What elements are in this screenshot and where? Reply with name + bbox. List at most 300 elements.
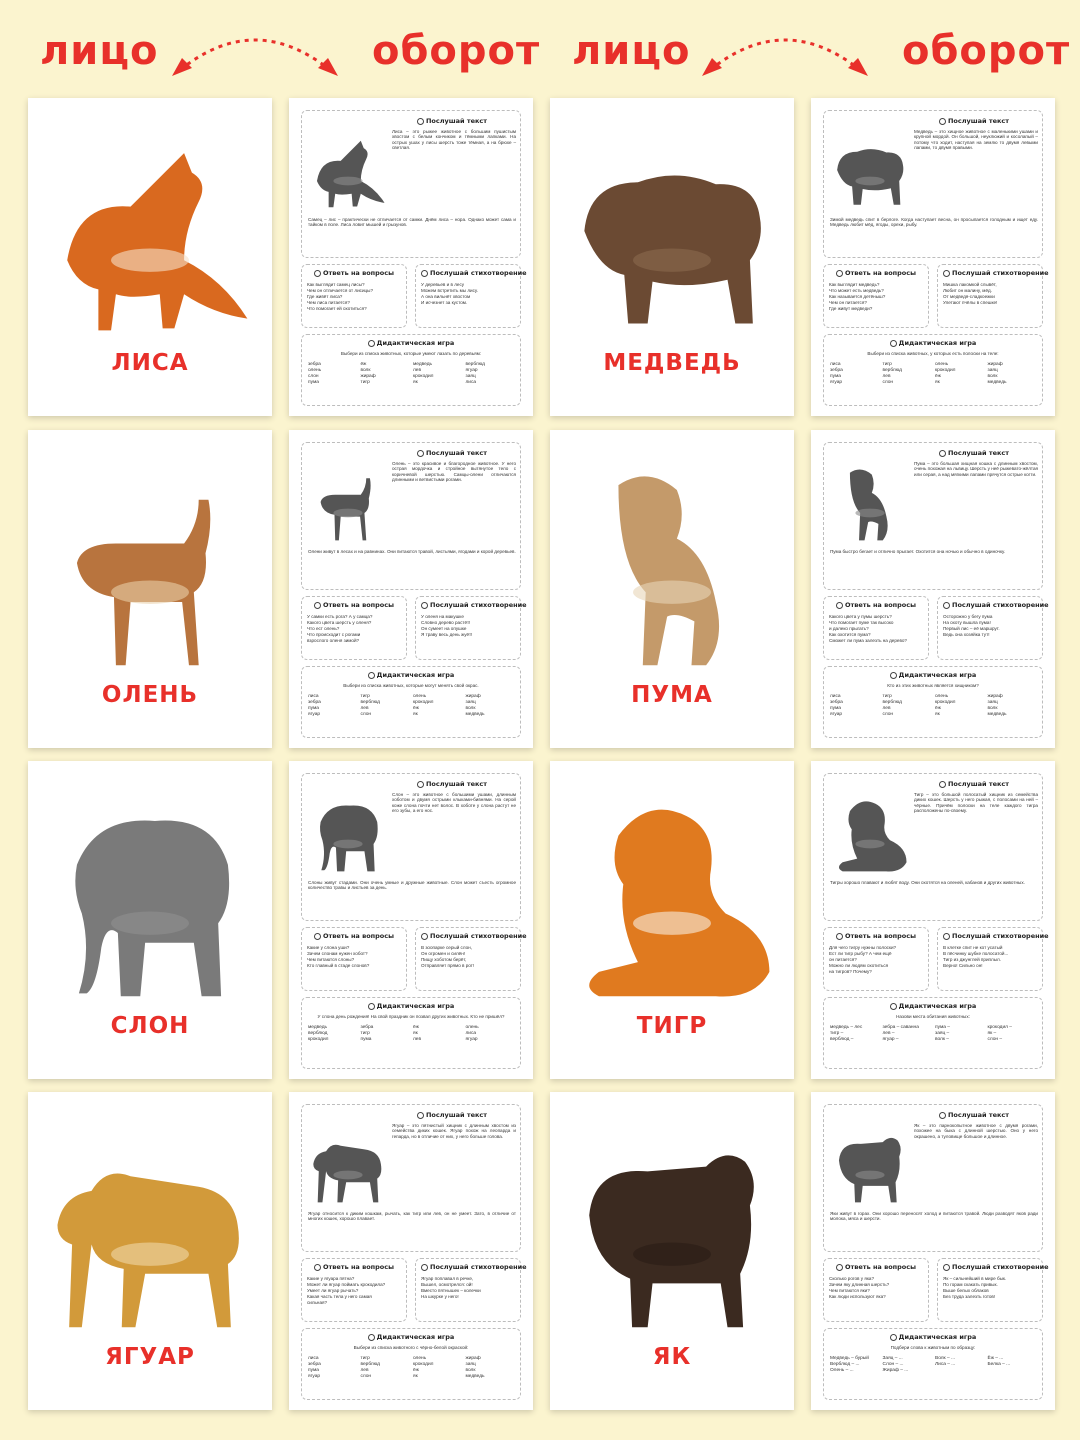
header-back-label-right: оборот xyxy=(902,28,1071,74)
game-word: жираф xyxy=(360,374,376,380)
game-section xyxy=(301,666,521,738)
bear-illustration xyxy=(828,125,912,215)
story-text: Пума – это большая хищная кошка с длинным хвостом, очень похожая на львицу. Шерсть у неё рыжевато-жёлтая или серая, а над мягкими лапами прячутся острые когти. xyxy=(914,461,1038,477)
game-word: лиса xyxy=(465,380,477,386)
section-title: Ответь на вопросы xyxy=(307,601,401,609)
game-word: Медведь – бурый xyxy=(830,1356,869,1362)
poem-section xyxy=(937,927,1049,991)
tiger-illustration xyxy=(828,788,912,878)
game-word: Лиса – ... xyxy=(935,1362,956,1368)
game-word: медведь xyxy=(413,362,433,368)
poem-section xyxy=(415,927,527,991)
game-word: крокодил xyxy=(935,368,956,374)
section-title: Ответь на вопросы xyxy=(307,932,401,940)
ear-icon xyxy=(939,781,946,788)
game-word: лиса xyxy=(465,1031,477,1037)
game-word: слон xyxy=(360,712,372,718)
game-word: медведь xyxy=(465,712,485,718)
game-word-list xyxy=(830,1356,1036,1373)
questions-text: Для чего тигру нужны полоски? Ест ли тигр рыбу? А чем ещё он питается? Можно ли людям охотиться на тигров? Почему? xyxy=(829,945,897,974)
game-word: ёж xyxy=(413,1025,419,1031)
poem-text: Ягуар поплавал в речке, Вышел, осмотрелся: ой! Вместо пятнышек – колечки На шкурке у него! xyxy=(421,1276,481,1299)
poem-section xyxy=(937,596,1049,660)
poem-text: У деревьев и в лесу Можем встретить мы лису. А она вильнёт хвостом И исчезнет за кустом. xyxy=(421,282,479,305)
questions-text: У самки есть рога? А у самца? Какого цвета шерсть у оленя? Что ест олень? Что происходит с рогами взрослого оленя зимой? xyxy=(307,614,373,643)
speech-icon xyxy=(943,602,950,609)
story-text: Медведь – это хищное животное с маленькими ушами и крупной мордой. Он большой, неуклюжий и косолапый – потому что ходит, наступая на землю то двумя левыми лапами, то двумя правыми. xyxy=(914,129,1038,151)
questions-text: Как выглядит медведь? Что может есть медведь? Как называется детёныш? Чем он питается? Где живут медведи? xyxy=(829,282,886,311)
puzzle-icon xyxy=(368,1334,375,1341)
question-icon xyxy=(836,1264,843,1271)
game-instruction: Кто из этих животных является хищником? xyxy=(887,683,979,688)
game-word: медведь xyxy=(308,1025,328,1031)
game-word: медведь xyxy=(987,380,1007,386)
game-word: заяц xyxy=(465,374,476,380)
section-title: Дидактическая игра xyxy=(830,1333,1036,1341)
section-title: Дидактическая игра xyxy=(308,1002,514,1010)
animal-name: МЕДВЕДЬ xyxy=(603,350,741,376)
section-title: Ответь на вопросы xyxy=(829,932,923,940)
game-word-list xyxy=(308,362,514,385)
game-word: тигр xyxy=(360,694,370,700)
puzzle-icon xyxy=(890,340,897,347)
game-section xyxy=(823,334,1043,406)
section-title: Послушай стихотворение xyxy=(943,601,1037,609)
game-instruction: Выбери из списка животных, которые умеют лазать по деревьям: xyxy=(340,351,482,356)
story-text-continued: Зимой медведь спит в берлоге. Когда наступает весна, он просыпается голодным и ищет еду. Медведь любит мёд, ягоды, орехи, рыбу. xyxy=(830,217,1038,228)
game-word: заяц xyxy=(465,700,476,706)
game-word: заяц xyxy=(987,368,998,374)
elephant-illustration xyxy=(38,775,262,1013)
story-text-continued: Ягуар относится к диким кошкам, рычать, как тигр или лев, он не умеет. Зато, в отличие от многих кошек, хорошо плавает. xyxy=(308,1211,516,1222)
speech-icon xyxy=(943,933,950,940)
game-section xyxy=(301,334,521,406)
section-title: Послушай стихотворение xyxy=(943,932,1037,940)
puma-illustration xyxy=(560,444,784,682)
header xyxy=(0,0,1080,95)
game-word: ёж xyxy=(935,374,941,380)
game-word: крокодил xyxy=(308,1037,329,1043)
section-title: Дидактическая игра xyxy=(830,1002,1036,1010)
questions-text: Сколько рогов у яка? Зачем яку длинная шерсть? Чем питаются яки? Как люди используют яка? xyxy=(829,1276,890,1299)
game-word: волк xyxy=(360,368,371,374)
game-word: жираф xyxy=(987,694,1003,700)
game-word: медведь – лес xyxy=(830,1025,863,1031)
game-word: верблюд xyxy=(882,368,902,374)
game-word: слон xyxy=(882,712,894,718)
puzzle-icon xyxy=(890,1334,897,1341)
game-word: лев xyxy=(882,706,891,712)
poem-text: В клетке спит не кот усатый В пёсчинку шубке полосатой... Тигр из джунглей приплыл. Верно! Сильно он! xyxy=(943,945,1009,968)
front-card xyxy=(550,1092,794,1410)
game-word: ягуар xyxy=(308,712,321,718)
questions-section xyxy=(301,1258,407,1322)
game-word: пума xyxy=(830,374,841,380)
section-title: Дидактическая игра xyxy=(830,339,1036,347)
fox-illustration xyxy=(38,112,262,350)
game-section xyxy=(301,1328,521,1400)
game-word: ягуар xyxy=(465,368,478,374)
game-word: ягуар xyxy=(308,1374,321,1380)
section-title: Ответь на вопросы xyxy=(829,269,923,277)
game-word: зебра xyxy=(830,700,843,706)
question-icon xyxy=(314,933,321,940)
section-title: Дидактическая игра xyxy=(830,671,1036,679)
questions-section xyxy=(823,927,929,991)
game-word: волк – xyxy=(935,1037,949,1043)
game-word: олень xyxy=(413,694,427,700)
front-card xyxy=(28,98,272,416)
game-word: жираф xyxy=(465,694,481,700)
front-card xyxy=(550,761,794,1079)
game-word: тигр xyxy=(360,380,370,386)
header-back-label-left: оборот xyxy=(372,28,541,74)
yak-illustration xyxy=(560,1106,784,1344)
game-word: ягуар xyxy=(830,712,843,718)
game-word: ёж xyxy=(360,362,367,368)
front-card xyxy=(550,430,794,748)
game-word: пума xyxy=(308,706,319,712)
game-word: тигр xyxy=(882,694,892,700)
text-section xyxy=(301,773,521,921)
section-title: Послушай текст xyxy=(914,117,1034,125)
game-word: слон xyxy=(360,1374,372,1380)
game-word-list xyxy=(830,1025,1036,1042)
section-title: Ответь на вопросы xyxy=(307,1263,401,1271)
game-word: зебра xyxy=(360,1025,374,1031)
game-word: верблюд xyxy=(882,700,902,706)
story-text: Олень – это красивое и благородное животное. У него острая мордочка и стройное вытянутое тело с коричневой шерстью. Самцы-олени отличаются длинными и ветвистыми рогами. xyxy=(392,461,516,483)
poem-text: Мишка лакомкой слывёт, Любит он малину, мёд. От медведя-сладкоежки Улетают пчёлы в спешке! xyxy=(943,282,998,305)
ear-icon xyxy=(417,450,424,457)
back-card xyxy=(811,761,1055,1079)
section-title: Дидактическая игра xyxy=(308,339,514,347)
game-word: Белка – ... xyxy=(987,1362,1011,1368)
puzzle-icon xyxy=(890,1003,897,1010)
section-title: Послушай текст xyxy=(914,1111,1034,1119)
game-word: лиса xyxy=(308,1356,319,1362)
header-front-label-left: лицо xyxy=(40,28,159,74)
game-word: тигр xyxy=(882,362,892,368)
puzzle-icon xyxy=(368,1003,375,1010)
game-word: Ёж – ... xyxy=(987,1356,1004,1362)
back-card xyxy=(289,1092,533,1410)
game-word-list xyxy=(830,362,1036,385)
game-word: Олень – ... xyxy=(830,1368,854,1374)
text-section xyxy=(301,442,521,590)
game-word: лев xyxy=(413,368,422,374)
game-word: волк xyxy=(987,706,998,712)
double-arrow-icon xyxy=(170,22,340,82)
game-word: зебра xyxy=(830,368,843,374)
game-word: верблюд xyxy=(360,1362,380,1368)
game-word: ягуар xyxy=(830,380,843,386)
section-title: Послушай стихотворение xyxy=(421,1263,515,1271)
poem-text: У оленя на макушке Словно дерево растёт! Он сумеет на опушке Я траву весь день жуёт! xyxy=(421,614,473,637)
back-card xyxy=(811,1092,1055,1410)
ear-icon xyxy=(417,1112,424,1119)
game-word: пума xyxy=(830,706,841,712)
elephant-illustration xyxy=(306,788,390,878)
game-word: лев – xyxy=(882,1031,895,1037)
back-card xyxy=(811,430,1055,748)
game-word: верблюд – xyxy=(830,1037,854,1043)
story-text-continued: Самец – лис – практически не отличается от самки. Днём лиса – нора. Однако может сама и тайком в поле. Лиса ловит мышей и грызунов. xyxy=(308,217,516,228)
text-section xyxy=(301,1104,521,1252)
question-icon xyxy=(314,1264,321,1271)
game-word: заяц xyxy=(465,1362,476,1368)
game-word: жираф xyxy=(987,362,1003,368)
game-word: Волк – ... xyxy=(935,1356,955,1362)
game-word: лев xyxy=(882,374,891,380)
text-section xyxy=(301,110,521,258)
game-section xyxy=(301,997,521,1069)
game-word: як xyxy=(413,380,418,386)
animal-name: ЛИСА xyxy=(111,350,189,376)
question-icon xyxy=(836,270,843,277)
game-word: як xyxy=(935,712,940,718)
game-word: як – xyxy=(987,1031,997,1037)
game-word: зебра – саванна xyxy=(882,1025,919,1031)
game-word: пума xyxy=(308,380,319,386)
game-word: ёж xyxy=(935,706,941,712)
speech-icon xyxy=(943,1264,950,1271)
story-text-continued: Пума быстро бегает и отлично прыгает. Охотится она ночью и обычно в одиночку. xyxy=(830,549,1006,554)
game-word: волк xyxy=(465,1368,476,1374)
game-word: жираф xyxy=(465,1356,481,1362)
questions-section xyxy=(301,927,407,991)
section-title: Послушай стихотворение xyxy=(421,601,515,609)
section-title: Дидактическая игра xyxy=(308,671,514,679)
game-instruction: Выбери из списка животного с чёрно-белой окраской: xyxy=(353,1345,469,1350)
game-word: крокодил xyxy=(413,700,434,706)
game-word: ягуар – xyxy=(882,1037,899,1043)
story-text-continued: Олени живут в лесах и на равнинах. Они питаются травой, листьями, ягодами и корой деревьев. xyxy=(308,549,516,554)
speech-icon xyxy=(421,933,428,940)
game-word-list xyxy=(308,694,514,717)
animal-name: ЯГУАР xyxy=(105,1344,195,1370)
poem-text: Як – сильнейший в мире бык. По горам скакать привык. Выше белых облаков Без труда залезть готов! xyxy=(943,1276,1007,1299)
jaguar-illustration xyxy=(306,1119,390,1209)
section-title: Ответь на вопросы xyxy=(829,1263,923,1271)
story-text: Слон – это животное с большими ушами, длинным хоботом и двумя острыми клыками-бивнями. На серой коже слона почти нет волос. В хоботе у слона растут не его зубы, а его нос. xyxy=(392,792,516,814)
game-word: зебра xyxy=(308,700,321,706)
section-title: Ответь на вопросы xyxy=(307,269,401,277)
header-front-label-right: лицо xyxy=(572,28,691,74)
game-word: крокодил xyxy=(413,1362,434,1368)
fox-illustration xyxy=(306,125,390,215)
game-word: як xyxy=(413,1031,418,1037)
game-word: верблюд xyxy=(360,700,380,706)
questions-section xyxy=(301,596,407,660)
section-title: Послушай текст xyxy=(392,780,512,788)
puzzle-icon xyxy=(368,672,375,679)
questions-text: Какие у слона уши? Зачем слонам нужен хобот? Чем питаются слоны? Кто главный в стаде слонов? xyxy=(307,945,370,968)
game-word: крокодил xyxy=(413,374,434,380)
ear-icon xyxy=(939,118,946,125)
story-text-continued: Слоны живут стадами. Они очень умные и дружные животные. Слон может съесть огромное количество травы и листьев за день. xyxy=(308,880,516,891)
poem-section xyxy=(937,1258,1049,1322)
front-card xyxy=(550,98,794,416)
game-word: як xyxy=(413,1374,418,1380)
story-text: Як – это парнокопытное животное с двумя рогами, похожее на быка с длинной шерстью. Оно у него окрашено, а туловище большое и длинное. xyxy=(914,1123,1038,1139)
question-icon xyxy=(314,270,321,277)
text-section xyxy=(823,1104,1043,1252)
game-instruction: Выбери из списка животных, которые могут менять свой окрас. xyxy=(343,683,479,688)
questions-section xyxy=(823,1258,929,1322)
jaguar-illustration xyxy=(38,1106,262,1344)
game-word: слон – xyxy=(987,1037,1003,1043)
game-word: верблюд xyxy=(465,362,485,368)
front-card xyxy=(28,430,272,748)
puma-illustration xyxy=(828,457,912,547)
questions-section xyxy=(823,264,929,328)
ear-icon xyxy=(417,118,424,125)
game-word: пума xyxy=(308,1368,319,1374)
game-instruction: Назови места обитания животных: xyxy=(896,1014,970,1019)
game-word: лев xyxy=(413,1037,422,1043)
story-text: Тигр – это большой полосатый хищник из семейства диких кошек. Шерсть у него рыжая, с полосами на ней – чёрные. Причём полоски на теле каждого тигра расположены по-своему. xyxy=(914,792,1038,814)
section-title: Дидактическая игра xyxy=(308,1333,514,1341)
story-text-continued: Тигры хорошо плавают и любят воду. Они охотятся на оленей, кабанов и других животных. xyxy=(830,880,1025,885)
poem-text: В зоопарке серый слон, Он огромен и силён! Пищу хоботом берёт, Отправляет прямо в рот! xyxy=(421,945,475,968)
speech-icon xyxy=(943,270,950,277)
game-word-list xyxy=(308,1356,514,1379)
game-word: волк xyxy=(987,374,998,380)
game-word-list xyxy=(830,694,1036,717)
question-icon xyxy=(836,602,843,609)
section-title: Послушай текст xyxy=(914,449,1034,457)
animal-name: ПУМА xyxy=(631,682,713,708)
game-word: олень xyxy=(465,1025,479,1031)
front-card xyxy=(28,761,272,1079)
questions-section xyxy=(301,264,407,328)
game-word: зебра xyxy=(308,362,321,368)
ear-icon xyxy=(939,450,946,457)
poem-section xyxy=(415,596,527,660)
poem-section xyxy=(937,264,1049,328)
game-word: олень xyxy=(308,368,322,374)
questions-text: Какие у ягуара пятна? Может ли ягуар поймать крокодила? Умеет ли ягуар рычать? Какая часть тела у него самая сильная? xyxy=(307,1276,386,1305)
section-title: Послушай текст xyxy=(392,117,512,125)
story-text: Ягуар – это пятнистый хищник с длинным хвостом из семейства диких кошек. Ягуар похож на леопарда и гепарда, но в отличие от них, у него больше голова. xyxy=(392,1123,516,1139)
game-word: лиса xyxy=(830,362,841,368)
back-card xyxy=(289,98,533,416)
game-word: лиса xyxy=(308,694,319,700)
game-word: лиса xyxy=(830,694,841,700)
game-word: слон xyxy=(882,380,894,386)
game-instruction: Подбери слова к животным по образцу: xyxy=(890,1345,976,1350)
game-word: Слон – ... xyxy=(882,1362,904,1368)
ear-icon xyxy=(417,781,424,788)
game-word: верблюд xyxy=(308,1031,328,1037)
game-word: лев xyxy=(360,1368,369,1374)
section-title: Послушай текст xyxy=(392,1111,512,1119)
section-title: Послушай стихотворение xyxy=(943,269,1037,277)
question-icon xyxy=(836,933,843,940)
tiger-illustration xyxy=(560,775,784,1013)
questions-text: Как выглядит самец лисы? Чем он отличается от лисицы? Где живёт лиса? Чем лиса питается? Что помогает ей охотиться? xyxy=(307,282,374,311)
game-word: пума – xyxy=(935,1025,950,1031)
back-card xyxy=(289,761,533,1079)
questions-section xyxy=(823,596,929,660)
game-word: тигр xyxy=(360,1356,370,1362)
game-word: Жираф – ... xyxy=(882,1368,909,1374)
story-text-continued: Яки живут в горах. Они хорошо переносят холод и питаются травой. Люди разводят яков ради молока, мяса и шерсти. xyxy=(830,1211,1038,1222)
game-word: олень xyxy=(935,362,949,368)
puzzle-icon xyxy=(890,672,897,679)
bear-illustration xyxy=(560,112,784,350)
questions-text: Какого цвета у пумы шерсть? Что помогает пуме так высоко и далеко прыгать? Как охотится пума? Сможет ли пума залезть на дерево? xyxy=(829,614,907,643)
animal-name: ТИГР xyxy=(636,1013,708,1039)
game-instruction: У слона день рождения! На свой праздник он позвал других животных. Кто не пришёл? xyxy=(317,1014,505,1019)
ear-icon xyxy=(939,1112,946,1119)
back-card xyxy=(811,98,1055,416)
animal-name: ЯК xyxy=(652,1344,692,1370)
back-card xyxy=(289,430,533,748)
game-word: медведь xyxy=(987,712,1007,718)
animal-name: ОЛЕНЬ xyxy=(101,682,199,708)
front-card xyxy=(28,1092,272,1410)
speech-icon xyxy=(421,1264,428,1271)
speech-icon xyxy=(421,602,428,609)
game-word: ёж xyxy=(413,1368,419,1374)
game-word-list xyxy=(308,1025,514,1042)
section-title: Послушай стихотворение xyxy=(943,1263,1037,1271)
game-word: заяц – xyxy=(935,1031,950,1037)
story-text: Лиса – это рыжее животное с большим пушистым хвостом с белым кончиком и тёмными лапками. На острых ушах у лисы шерсть тоже тёмная, а на брюхе – светлая. xyxy=(392,129,516,151)
double-arrow-icon xyxy=(700,22,870,82)
game-word: ягуар xyxy=(465,1037,478,1043)
yak-illustration xyxy=(828,1119,912,1209)
game-word: як xyxy=(935,380,940,386)
game-word: Заяц – ... xyxy=(882,1356,903,1362)
game-word: тигр – xyxy=(830,1031,844,1037)
game-word: крокодил xyxy=(935,700,956,706)
poem-section xyxy=(415,264,527,328)
deer-illustration xyxy=(38,444,262,682)
question-icon xyxy=(314,602,321,609)
game-word: тигр xyxy=(360,1031,370,1037)
text-section xyxy=(823,773,1043,921)
game-section xyxy=(823,666,1043,738)
game-word: Верблюд – ... xyxy=(830,1362,860,1368)
section-title: Послушай стихотворение xyxy=(421,932,515,940)
game-section xyxy=(823,1328,1043,1400)
text-section xyxy=(823,110,1043,258)
game-word: олень xyxy=(413,1356,427,1362)
game-word: як xyxy=(413,712,418,718)
game-word: пума xyxy=(360,1037,372,1043)
puzzle-icon xyxy=(368,340,375,347)
game-word: волк xyxy=(465,706,476,712)
game-word: зебра xyxy=(308,1362,321,1368)
game-word: ёж xyxy=(413,706,419,712)
game-word: медведь xyxy=(465,1374,485,1380)
text-section xyxy=(823,442,1043,590)
speech-icon xyxy=(421,270,428,277)
animal-name: СЛОН xyxy=(110,1013,190,1039)
poem-section xyxy=(415,1258,527,1322)
game-word: крокодил – xyxy=(987,1025,1012,1031)
game-word: слон xyxy=(308,374,319,380)
poem-text: Осторожно у бегу пума На охоту вышла пума! Первый лис – её маршрут. Ведь она хозяйка тут! xyxy=(943,614,1000,637)
section-title: Послушай текст xyxy=(392,449,512,457)
deer-illustration xyxy=(306,457,390,547)
section-title: Ответь на вопросы xyxy=(829,601,923,609)
game-word: лев xyxy=(360,706,369,712)
section-title: Послушай стихотворение xyxy=(421,269,515,277)
